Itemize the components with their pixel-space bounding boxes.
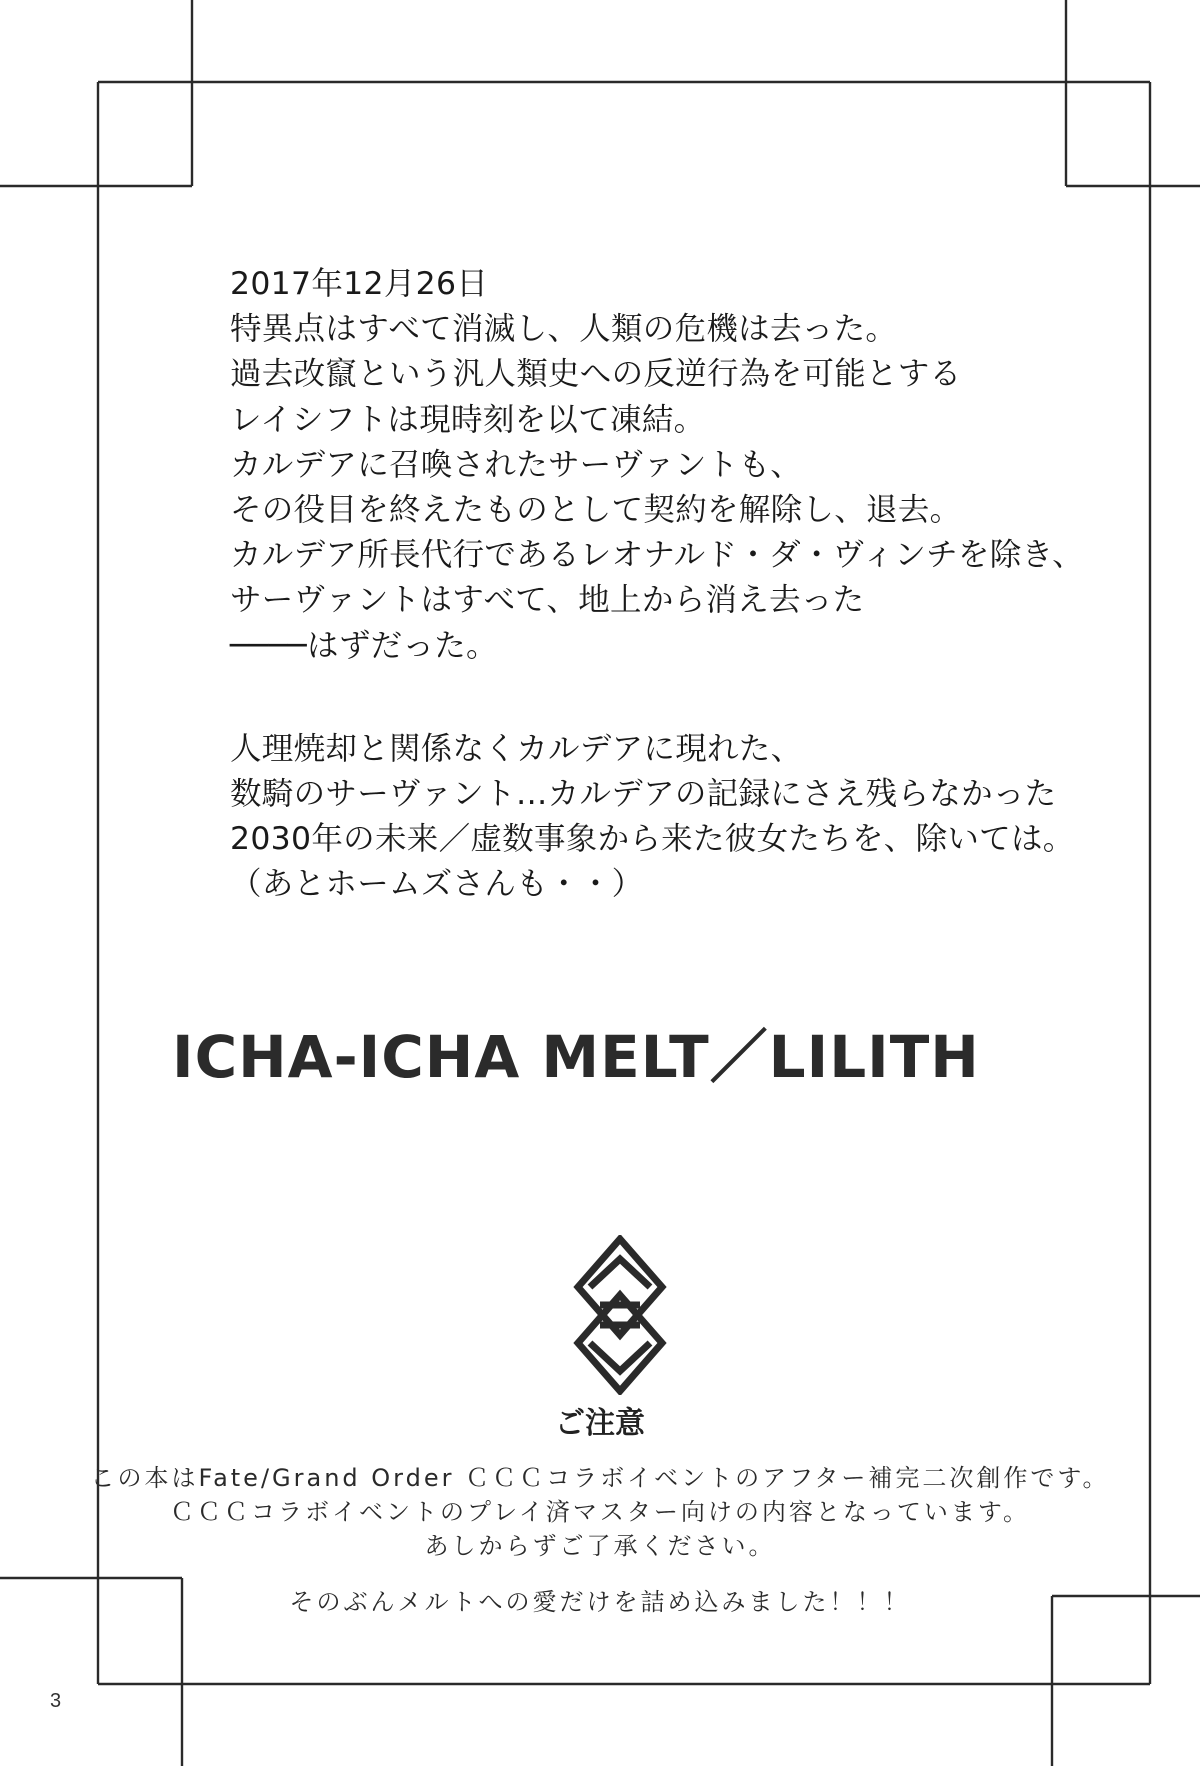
intro-line: カルデア所長代行であるレオナルド・ダ・ヴィンチを除き、 [230,537,1084,574]
paragraph-gap [230,669,1150,727]
intro-line: 人理焼却と関係なくカルデアに現れた、 [230,730,803,767]
notice-line: あしからずご了承ください。 [424,1532,776,1560]
page-number: 3 [50,1690,62,1712]
intro-line: 特異点はすべて消滅し、人類の危機は去った。 [230,311,898,348]
intro-text [230,262,1150,907]
notice-line: そのぶんメルトへの愛だけを詰め込みました！！！ [289,1588,911,1616]
intro-line: サーヴァントはすべて、地上から消え去った [230,582,865,619]
intro-line: ────はずだった。 [230,627,498,664]
intro-line: その役目を終えたものとして契約を解除し、退去。 [230,491,962,528]
notice-line: この本はFate/Grand Order ＣＣＣコラボイベントのアフター補完二次創作です。 [90,1464,1110,1492]
fate-command-seal-emblem-icon [570,1235,670,1395]
book-title: ICHA-ICHA MELT／LILITH [172,1023,980,1091]
intro-line: 数騎のサーヴァント…カルデアの記録にさえ残らなかった [230,775,1057,812]
notice-line: ＣＣＣコラボイベントのプレイ済マスター向けの内容となっています。 [170,1498,1030,1526]
intro-line: 2030年の未来／虚数事象から来た彼女たちを、除いては。 [230,821,1075,858]
intro-line: レイシフトは現時刻を以て凍結。 [230,401,706,438]
intro-line: 2017年12月26日 [230,266,489,302]
intro-line: （あとホームズさんも・・） [230,866,644,903]
intro-line: カルデアに召喚されたサーヴァントも、 [230,446,803,483]
notice-heading: ご注意 [555,1406,645,1441]
intro-line: 過去改竄という汎人類史への反逆行為を可能とする [230,356,962,393]
